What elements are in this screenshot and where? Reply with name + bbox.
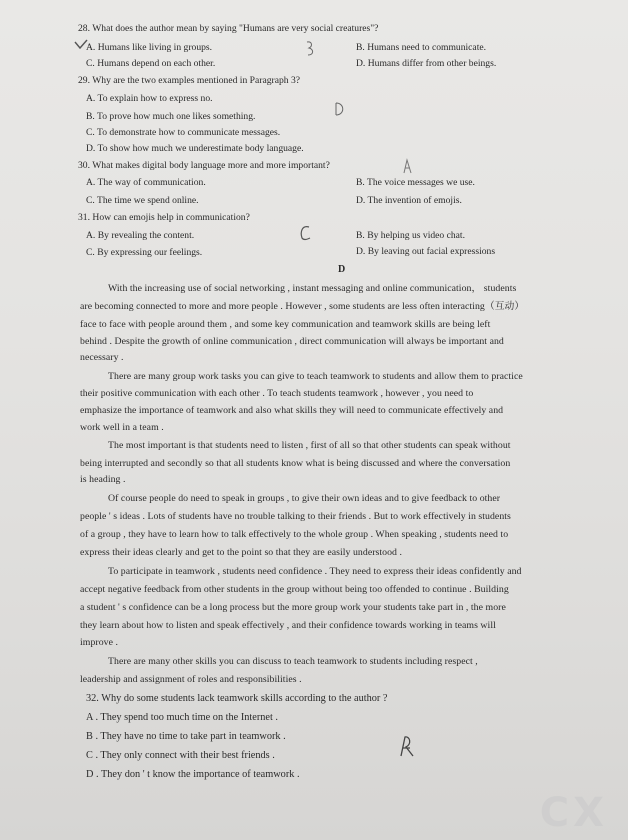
q29-option-c: C. To demonstrate how to communicate messages.: [86, 127, 281, 138]
q28-question: 28. What does the author mean by saying "Humans are very social creatures"?: [78, 23, 379, 34]
pencil-a-icon: [402, 158, 414, 174]
pencil-c-icon: [298, 224, 312, 242]
passage-line: With the increasing use of social networking , instant messaging and online communication， students: [108, 283, 517, 294]
q30-question: 30. What makes digital body language more and more important?: [78, 160, 330, 171]
pencil-d-icon: [333, 101, 347, 117]
q32-option-c: C . They only connect with their best friends .: [86, 750, 275, 761]
q31-option-a: A. By revealing the content.: [86, 230, 195, 241]
q32-option-a: A . They spend too much time on the Internet .: [86, 712, 278, 723]
q30-option-a: A. The way of communication.: [86, 177, 206, 188]
q31-option-c: C. By expressing our feelings.: [86, 247, 203, 258]
passage-line: people ' s ideas . Lots of students have no trouble talking to their friends . But to work effectively in students: [80, 511, 511, 522]
watermark-logo: CX: [539, 790, 608, 836]
q28-option-a: A. Humans like living in groups.: [86, 42, 213, 53]
passage-line: leadership and assignment of roles and responsibilities .: [80, 674, 302, 685]
q30-option-d: D. The invention of emojis.: [356, 195, 462, 206]
q29-option-b: B. To prove how much one likes something.: [86, 111, 256, 122]
passage-line: emphasize the importance of teamwork and also what skills they will need to communicate effectively and: [80, 405, 504, 416]
passage-line: The most important is that students need to listen , first of all so that other students can speak without: [108, 440, 511, 451]
pencil-scribble-icon: [304, 40, 318, 58]
q32-question: 32. Why do some students lack teamwork skills according to the author ?: [86, 693, 388, 704]
passage-line: necessary .: [80, 352, 124, 363]
q32-option-d: D . They don ' t know the importance of teamwork .: [86, 769, 300, 780]
passage-line: of a group , they have to learn how to talk effectively to the whole group . When speaking , students need to: [80, 529, 509, 540]
passage-line: behind . Despite the growth of online communication , direct communication will always be important and: [80, 336, 504, 347]
passage-line: is heading .: [80, 474, 126, 485]
q30-option-b: B. The voice messages we use.: [356, 177, 475, 188]
q28-option-d: D. Humans differ from other beings.: [356, 58, 497, 69]
section-heading: D: [338, 264, 346, 275]
q29-option-d: D. To show how much we underestimate body language.: [86, 143, 304, 154]
passage-line: their positive communication with each other . To teach students teamwork , however , you need to: [80, 388, 474, 399]
passage-line: a student ' s confidence can be a long process but the more group work your students take part in , the more: [80, 602, 506, 613]
q29-option-a: A. To explain how to express no.: [86, 93, 213, 104]
passage-line: work well in a team .: [80, 422, 164, 433]
passage-line: express their ideas clearly and get to the point so that they are easily understood .: [80, 547, 403, 558]
pencil-check-icon: [74, 38, 88, 52]
passage-line: being interrupted and secondly so that all students know what is being discussed and where the conversation: [80, 458, 511, 469]
pencil-a-large-icon: [398, 734, 416, 758]
q31-option-d: D. By leaving out facial expressions: [356, 246, 496, 257]
passage-line: are becoming connected to more and more people . However , some students are less often interacting（互动）: [80, 301, 525, 312]
q29-question: 29. Why are the two examples mentioned in Paragraph 3?: [78, 75, 301, 86]
q28-option-b: B. Humans need to communicate.: [356, 42, 487, 53]
q31-question: 31. How can emojis help in communication?: [78, 212, 250, 223]
passage-line: they learn about how to listen and speak effectively , and their confidence towards working in teams will: [80, 620, 496, 631]
passage-line: face to face with people around them , and some key communication and teamwork skills are being left: [80, 319, 491, 330]
q31-option-b: B. By helping us video chat.: [356, 230, 465, 241]
q32-option-b: B . They have no time to take part in teamwork .: [86, 731, 286, 742]
passage-line: accept negative feedback from other students in the group without being too offended to continue . Building: [80, 584, 509, 595]
passage-line: There are many group work tasks you can give to teach teamwork to students and allow them to practice: [108, 371, 523, 382]
passage-line: There are many other skills you can discuss to teach teamwork to students including respect ,: [108, 656, 478, 667]
passage-line: improve .: [80, 637, 118, 648]
passage-line: Of course people do need to speak in groups , to give their own ideas and to give feedback to other: [108, 493, 501, 504]
passage-line: To participate in teamwork , students need confidence . They need to express their ideas confidently and: [108, 566, 522, 577]
q30-option-c: C. The time we spend online.: [86, 195, 199, 206]
q28-option-c: C. Humans depend on each other.: [86, 58, 216, 69]
